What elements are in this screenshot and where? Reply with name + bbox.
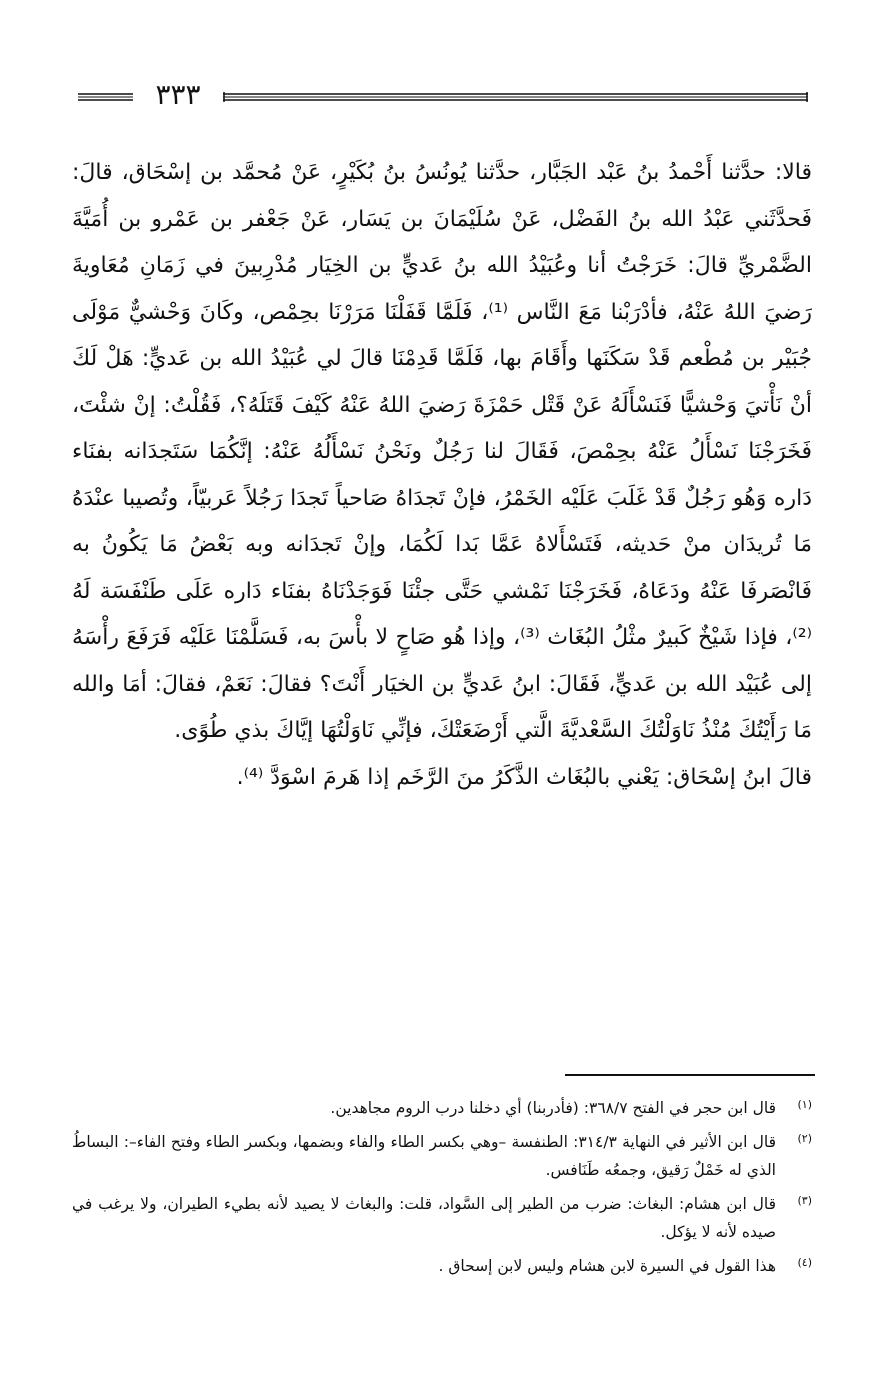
paragraph: قالَ ابنُ إسْحَاق: يَعْني بالبُغَاث الذَّكَرُ منَ الرَّخَم إذا هَرمَ اسْوَدَّ ⁽⁴⁾. <box>236 764 812 790</box>
footnote-marker: (٤) <box>797 1256 812 1269</box>
paragraph: قالا: حدَّثنا أَحْمدُ بنُ عَبْد الجَبَّار، حدَّثنا يُونُسُ بنُ بُكَيْرٍ، عَنْ مُحمَّد بن إسْحَاق، قالَ: فَحدَّثَني عَبْدُ الله بنُ الفَضْل، عَنْ سُلَيْمَانَ بن يَسَار، عَنْ جَعْفر بن عَمْرو بن أُمَيَّةَ الضَّمْريِّ قالَ: خَرَجْتُ أنا وعُبَيْدُ الله بنُ عَديٍّ بن الخِيَار مُدْرِبينَ في زَمَانِ مُعَاويةَ رَضيَ اللهُ عَنْهُ، فأدْرَبْنا مَعَ النَّاس ⁽¹⁾، فَلَمَّا قَفَلْنَا مَرَرْنَا بحِمْص، وكَانَ وَحْشيٌّ مَوْلَى جُبَيْر بن مُطْعم قَدْ سَكَنَها وأَقَامَ بها، فَلَمَّا قَدِمْنَا قالَ لي عُبَيْدُ الله بن عَديٍّ: هَلْ لَكَ أنْ نَأْتيَ وَحْشيًّا فَنَسْأَلَهُ عَنْ قَتْل حَمْزَةَ رَضيَ اللهُ عَنْهُ كَيْفَ قَتَلَهُ؟، فَقُلْتُ: إنْ شئْتَ، فَخَرَجْنَا نَسْأَلُ عَنْهُ بحِمْصَ، فَقَالَ لنا رَجُلٌ ونَحْنُ نَسْأَلُهُ عَنْهُ: إنَّكُمَا سَتَجدَانه بفنَاء دَاره وَهُو رَجُلٌ قَدْ غَلَبَ عَلَيْه الخَمْرُ، فإنْ تَجدَاهُ صَاحياً تَجدَا رَجُلاً عَربيّاً، وتُصيبا عنْدَهُ مَا تُريدَان منْ حَديثه، فَتَسْأَلاهُ عَمَّا بَدا لَكُمَا، وإنْ تَجدَانه وبه بَعْضُ مَا يَكُونُ به فَانْصَرفَا عَنْهُ ودَعَاهُ، فَخَرَجْنَا نَمْشي حَتَّى جئْنَا فَوَجَدْنَاهُ بفنَاء دَاره عَلَى طَنْفَسَة لَهُ ⁽²⁾، فإذا شَيْخٌ كَبيرٌ مثْلُ البُغَاث ⁽³⁾، وإذا هُو صَاحٍ لا بأْسَ به، فَسَلَّمْنَا عَلَيْه فَرَفَعَ رأْسَهُ إلى عُبَيْد الله بن عَديٍّ، فَقَالَ: ابنُ عَديٍّ بن الخيَار أَنْتَ؟ فقالَ: نَعَمْ، فقالَ: أمَا والله مَا رَأَيْتُكَ مُنْذُ نَاوَلْتُكَ السَّعْديَّةَ الَّتي أَرْضَعَتْكَ، فإنِّي نَاوَلْتُهَا إيَّاكَ بذي طُوًى. <box>72 160 813 743</box>
main-text <box>72 150 812 801</box>
header-rule-left <box>78 92 133 102</box>
footnote-text: قال ابن الأثير في النهاية ٣١٤/٣: الطنفسة –وهي بكسر الطاء والفاء وبضمها، وبكسر الطاء وفتح الفاء–: البساطُ الذي له خَمْلٌ رَقيق، وجمعُه طَنَافس. <box>72 1133 777 1179</box>
header-rule-right <box>223 92 808 102</box>
footnote-marker: (٣) <box>797 1194 812 1207</box>
footnote-text: هذا القول في السيرة لابن هشام وليس لابن إسحاق . <box>438 1257 776 1275</box>
footnotes <box>72 1094 812 1286</box>
footnote <box>72 1128 812 1184</box>
footnote <box>72 1252 812 1280</box>
footnote <box>72 1190 812 1246</box>
footnote-marker: (٢) <box>797 1132 812 1145</box>
footnote <box>72 1094 812 1122</box>
page-number: ٣٣٣ <box>155 78 201 111</box>
footnote-marker: (١) <box>797 1098 812 1111</box>
page-header <box>78 78 808 122</box>
footnote-separator <box>565 1074 815 1076</box>
footnote-text: قال ابن هشام: البغاث: ضرب من الطير إلى السَّواد، قلت: والبغاث لا يصيد لأنه بطيء الطيران، ولا يرغب في صيده لأنه لا يؤكل. <box>72 1195 776 1241</box>
footnote-text: قال ابن حجر في الفتح ٣٦٨/٧: (فأدربنا) أي دخلنا درب الروم مجاهدين. <box>330 1099 776 1117</box>
